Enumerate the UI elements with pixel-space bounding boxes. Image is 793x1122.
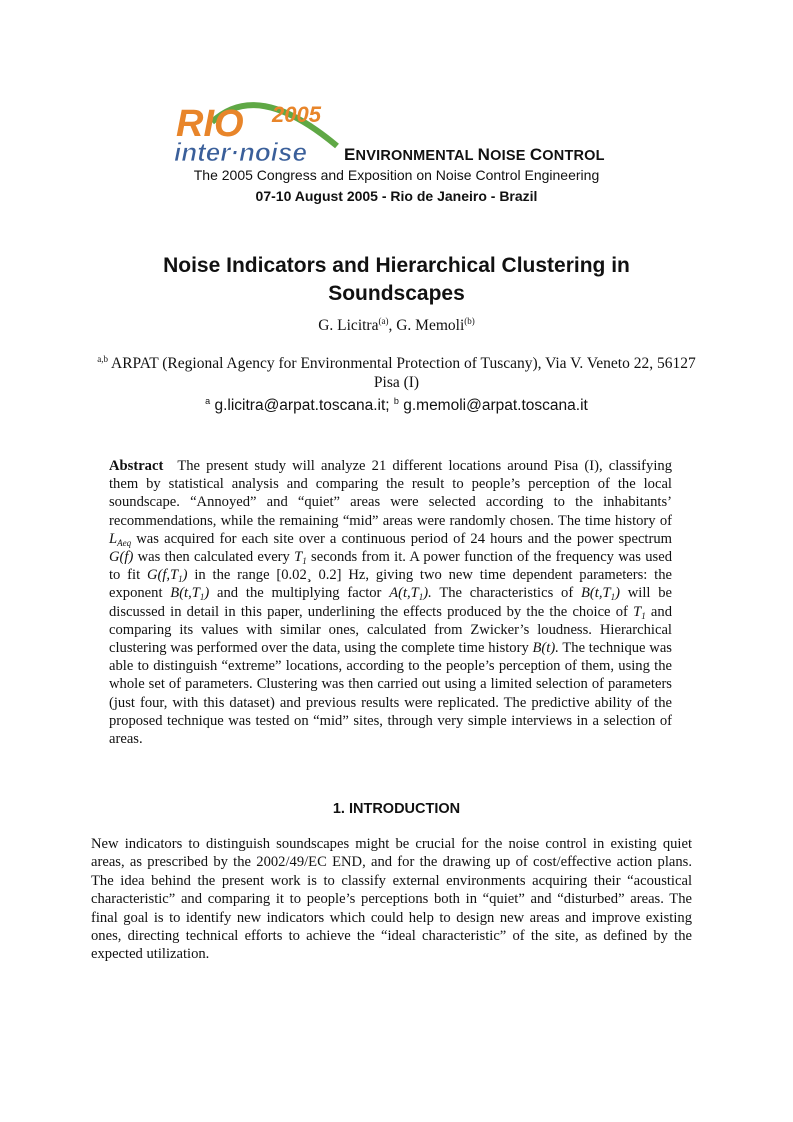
author-1-affil-mark: (a) xyxy=(378,316,389,326)
abstract: Abstract The present study will analyze 21 different locations around Pisa (I), classifying them by statistical analysis and comparing the result to people’s perception of the local soundscape. “Annoyed” and “quiet” areas were selected according to the inhabitants’ recommendations, while the remaining “mid” areas were randomly chosen. The time history of $L_{Aeq}$ was acquired for each site over a continuous period of 24 hours and the power spectrum G(f) was then calculated every $T_1$ seconds from it. A power function of the frequency was used to fit $G(f,T_1)$ in the range [0.02¸ 0.2] Hz, giving two new time dependent parameters: the exponent $B(t,T_1)$ and the multiplying factor $A(t,T_1)$. The characteristics of $B(t,T_1)$ will be discussed in detail in this paper, underlining the effects produced by the the choice of $T_1$ and comparing its values with similar ones, calculated from Zwicker’s loudness. Hierarchical clustering was performed over the data, using the complete time history B(t). The technique was able to distinguish “extreme” locations, according to the people’s perception of them, using the whole set of parameters. Clustering was then carried out using a limited selection of parameters (just four, with this dataset) and previous results were replicated. The predictive ability of the proposed technique was tested on “mid” sites, through very simple interviews in a selection of areas. xyxy=(109,458,672,748)
introduction-paragraph: New indicators to distinguish soundscapes might be crucial for the noise control in existing quiet areas, as prescribed by the 2002/49/EC END, and for the drawing up of cost/effective action plans. The idea behind the present work is to classify external environments acquiring their “acoustical characteristic” and comparing it to people’s perceptions both in “quiet” and “disturbed” areas. The final goal is to identify new indicators which could help to design new areas and improve existing ones, directing technical efforts to achieve the “ideal characteristic” of the site, as defined by the expected utilization. xyxy=(91,836,692,963)
affiliation xyxy=(95,354,698,392)
title-line-1: Noise Indicators and Hierarchical Clustering in xyxy=(163,254,630,277)
conference-subtitle: The 2005 Congress and Exposition on Noise Control Engineering xyxy=(193,167,600,183)
logo-rio-text: RIO xyxy=(176,103,244,145)
author-list: G. Licitra$^{(a)}$, G. Memoli$^{(b)}$ xyxy=(318,316,475,334)
author-1: G. Licitra xyxy=(318,317,379,334)
email-author-2: g.memoli@arpat.toscana.it xyxy=(398,397,588,414)
author-emails: $^a$ g.licitra@arpat.toscana.it; $^b$ g.memoli@arpat.toscana.it xyxy=(205,396,588,414)
title-line-2: Soundscapes xyxy=(328,282,465,305)
logo-graphic xyxy=(172,98,342,164)
conference-name: ENVIRONMENTAL NOISE CONTROL xyxy=(344,145,605,164)
email-author-1: g.licitra@arpat.toscana.it; xyxy=(210,397,394,414)
affiliation-mark: a,b xyxy=(97,354,108,364)
abstract-label: Abstract xyxy=(109,458,164,474)
conference-date: 07-10 August 2005 - Rio de Janeiro - Brazil xyxy=(255,188,538,204)
logo-brand-text: inter·noise xyxy=(174,137,307,164)
author-2-affil-mark: (b) xyxy=(464,316,475,326)
paper-title xyxy=(0,252,793,308)
conference-logo xyxy=(172,98,342,164)
affiliation-text: ARPAT (Regional Agency for Environmental Protection of Tuscany), Via V. Veneto 22, 56127 Pisa (I) xyxy=(107,355,696,391)
author-2: G. Memoli xyxy=(396,317,465,334)
logo-year-text: 2005 xyxy=(272,102,321,127)
section-heading-introduction: 1. INTRODUCTION xyxy=(332,801,461,817)
